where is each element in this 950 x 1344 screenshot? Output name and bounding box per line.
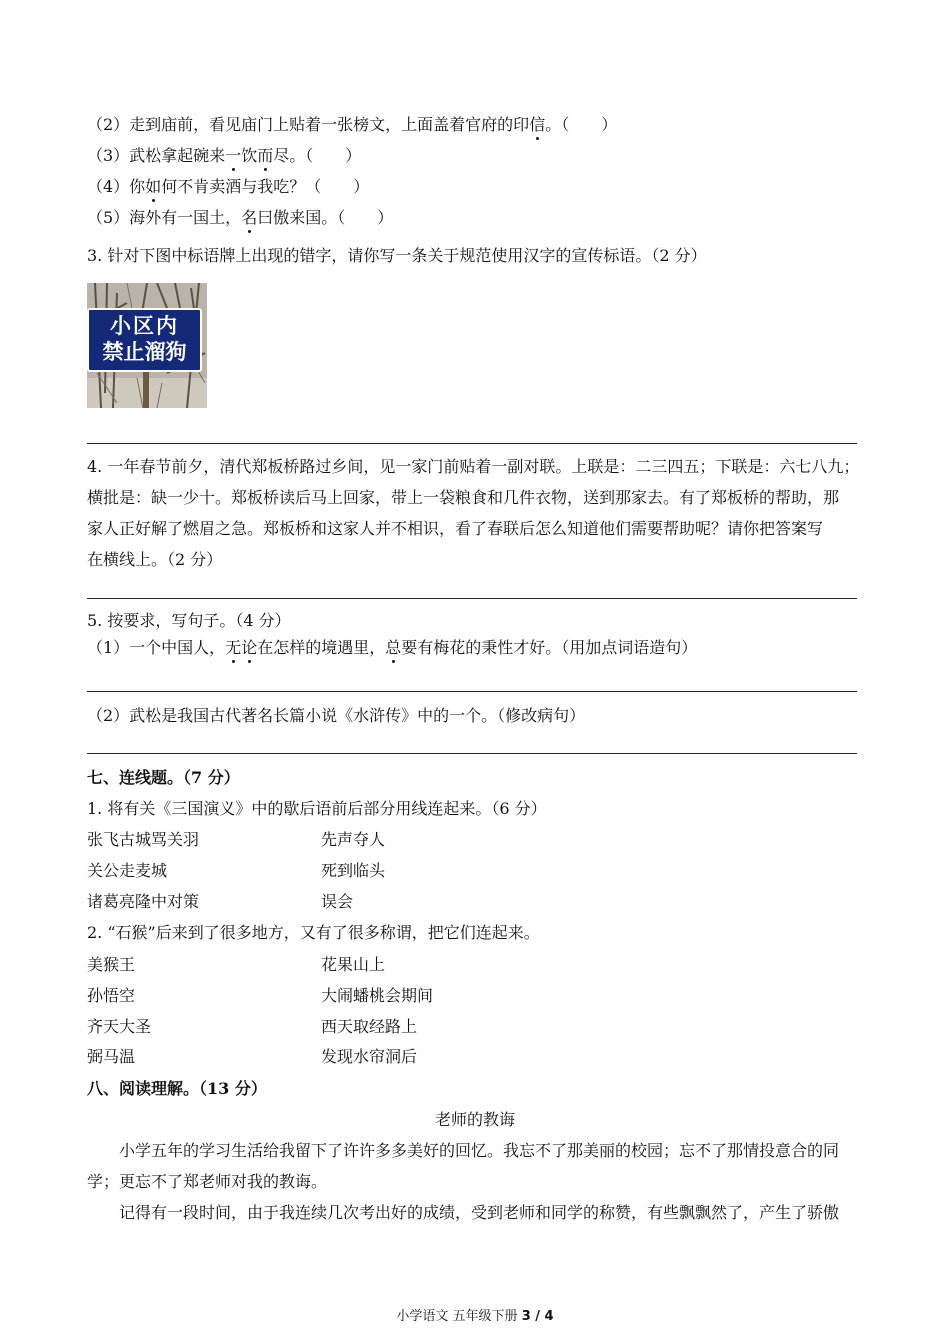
item-text: 饮 [241, 146, 258, 165]
match-right-item[interactable]: 死到临头 [321, 861, 386, 880]
dotted-char: 无 [225, 638, 242, 657]
article-title: 老师的教诲 [434, 1110, 515, 1129]
sign-line-1: 小区内 [110, 314, 179, 338]
q5-sentence-2: （2）武松是我国古代著名长篇小说《水浒传》中的一个。（修改病句） [87, 706, 586, 725]
match-right-item[interactable]: 先声夺人 [321, 830, 386, 849]
sign-photo [87, 283, 207, 408]
item-text: （2）走到庙前，看见庙门上贴着一张榜文，上面盖着官府的印 [87, 115, 530, 134]
q3-question: 3. 针对下图中标语牌上出现的错字，请你写一条关于规范使用汉字的宣传标语。（2 分） [87, 246, 707, 265]
match-right-item[interactable]: 误会 [321, 892, 354, 911]
match-left-item[interactable]: 诸葛亮隆中对策 [87, 892, 200, 911]
match-left-item[interactable]: 美猴王 [87, 955, 136, 974]
sentence-text: （1）一个中国人， [87, 638, 226, 657]
q5-sentence-1 [87, 637, 697, 659]
match-left-item[interactable]: 张飞古城骂关羽 [87, 830, 200, 849]
page-number: 3 / 4 [521, 1309, 554, 1324]
item-text: 尽。（ ） [273, 146, 362, 165]
q2-item-4 [87, 176, 369, 198]
q2-item-2 [87, 114, 617, 136]
q4-line-3: 家人正好解了燃眉之急。郑板桥和这家人并不相识，看了春联后怎么知道他们需要帮助呢？请你把答案写 [87, 519, 824, 538]
q4-line-1: 4. 一年春节前夕，清代郑板桥路过乡间，见一家门前贴着一副对联。上联是：二三四五；下联是：六七八九； [87, 457, 860, 476]
item-text: （5）海外有一国土， [87, 208, 242, 227]
sec7-q2: 2. “石猴”后来到了很多地方，又有了很多称谓，把它们连起来。 [87, 923, 540, 942]
sec7-q1: 1. 将有关《三国演义》中的歇后语前后部分用线连起来。（6 分） [87, 799, 547, 818]
dotted-char: 总 [385, 638, 402, 657]
dotted-char: 论 [241, 638, 258, 657]
item-text: （4）你 [87, 177, 146, 196]
section-8-title: 八、阅读理解。（13 分） [87, 1079, 267, 1098]
q2-item-3 [87, 145, 361, 167]
article-paragraph-1-line-2: 学；更忘不了郑老师对我的教诲。 [87, 1172, 328, 1191]
sign-line-2: 禁止溜狗 [102, 340, 187, 364]
article-paragraph-1-line-1: 小学五年的学习生活给我留下了许许多多美好的回忆。我忘不了那美丽的校园；忘不了那情投意合的同 [119, 1141, 840, 1160]
sentence-text: 在怎样的境遇里， [257, 638, 386, 657]
q5-title: 5. 按要求，写句子。（4 分） [87, 611, 291, 630]
match-right-item[interactable]: 西天取经路上 [321, 1017, 418, 1036]
q4-line-2: 横批是：缺一少十。郑板桥读后马上回家，带上一袋粮食和几件衣物，送到那家去。有了郑板桥的帮助，那 [87, 488, 840, 507]
answer-line-q5-1[interactable] [87, 691, 857, 692]
page-footer [0, 1305, 950, 1324]
item-text: 曰傲来国。（ ） [257, 208, 394, 227]
dotted-char: 一 [225, 146, 242, 165]
dotted-char: 信 [529, 115, 546, 134]
dotted-char: 名 [241, 208, 258, 227]
match-left-item[interactable]: 齐天大圣 [87, 1017, 152, 1036]
dotted-char: 如 [145, 177, 162, 196]
match-right-item[interactable]: 大闹蟠桃会期间 [321, 986, 434, 1005]
q4-line-4: 在横线上。（2 分） [87, 550, 223, 569]
match-right-item[interactable]: 发现水帘洞后 [321, 1047, 418, 1066]
section-7-title: 七、连线题。（7 分） [87, 768, 240, 787]
item-text: （3）武松拿起碗来 [87, 146, 226, 165]
match-left-item[interactable]: 孙悟空 [87, 986, 136, 1005]
answer-line-q5-2[interactable] [87, 753, 857, 754]
item-text: 。（ ） [545, 115, 618, 134]
dotted-char: 而 [257, 146, 274, 165]
answer-line-q3[interactable] [87, 443, 857, 444]
match-left-item[interactable]: 关公走麦城 [87, 861, 168, 880]
item-text: 何不肯卖酒与我吃？（ ） [161, 177, 370, 196]
sign-text [87, 313, 202, 365]
answer-line-q4[interactable] [87, 598, 857, 599]
sentence-text: 要有梅花的秉性才好。（用加点词语造句） [401, 638, 698, 657]
footer-text: 小学语文 五年级下册 [396, 1309, 522, 1324]
match-right-item[interactable]: 花果山上 [321, 955, 386, 974]
match-left-item[interactable]: 弼马温 [87, 1047, 136, 1066]
article-paragraph-2-line-1: 记得有一段时间，由于我连续几次考出好的成绩，受到老师和同学的称赞，有些飘飘然了，产生了骄傲 [119, 1203, 840, 1222]
q2-item-5 [87, 207, 393, 229]
